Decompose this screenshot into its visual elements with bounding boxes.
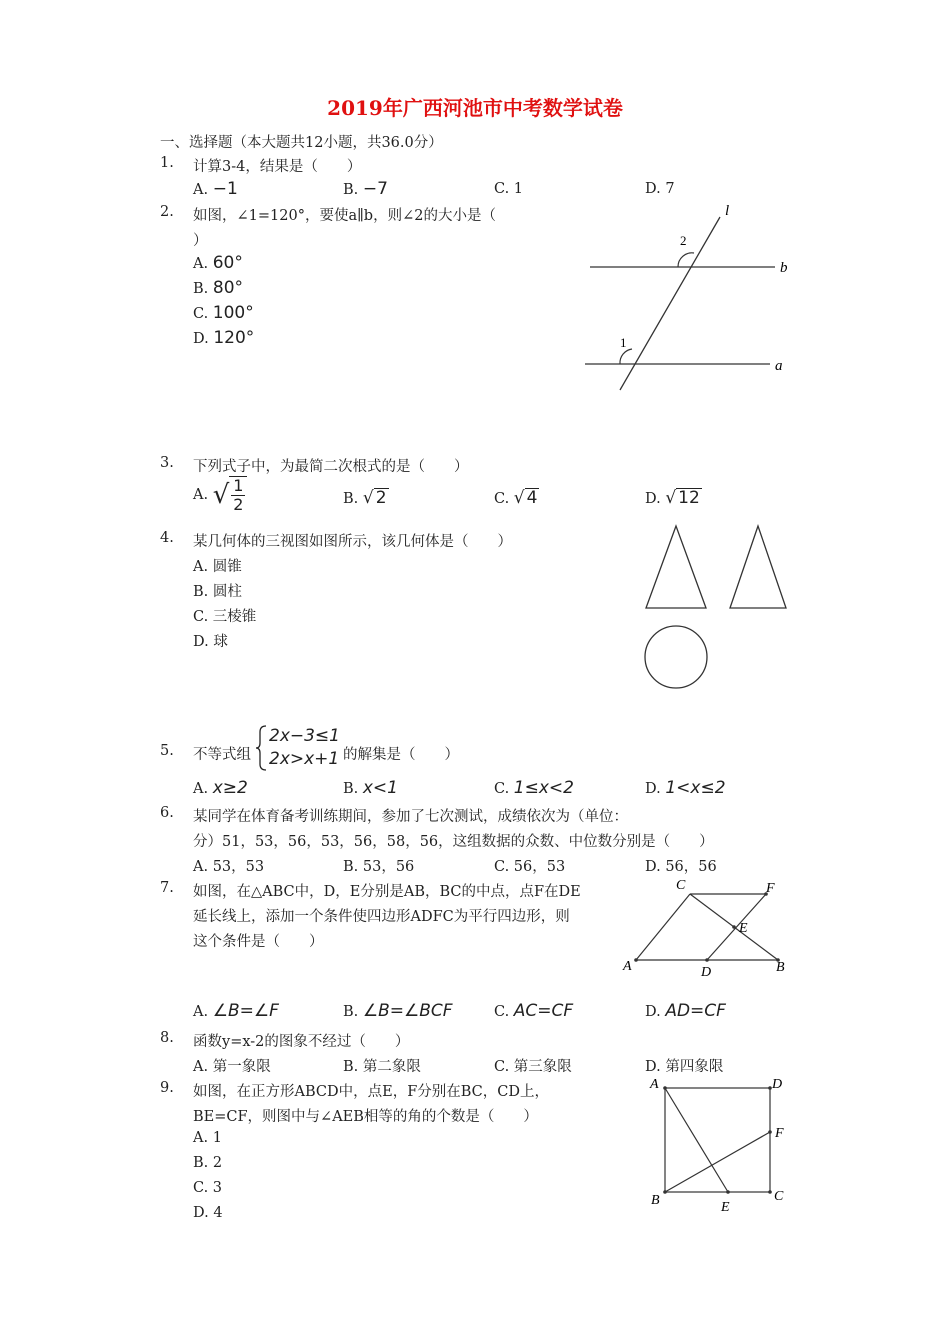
q4-option-b[interactable]: B. 圆柱	[193, 584, 242, 600]
label-a: A	[623, 959, 632, 974]
q8-number: 8.	[160, 1030, 174, 1046]
label-a: A	[650, 1077, 659, 1092]
q4-option-d[interactable]: D. 球	[193, 634, 228, 650]
label-c: C	[676, 878, 686, 893]
q7-number: 7.	[160, 880, 174, 896]
q3-option-b[interactable]: B. √ 2	[343, 488, 387, 508]
q9-number: 9.	[160, 1080, 174, 1096]
label-e: E	[739, 921, 748, 936]
q9-option-d[interactable]: D. 4	[193, 1205, 223, 1221]
q1-option-c[interactable]: C. 1	[494, 181, 524, 197]
q3-option-a[interactable]: A. √ $\frac{1}{2}$	[193, 476, 247, 514]
q5-number: 5.	[160, 743, 174, 759]
q8-option-a[interactable]: A. 第一象限	[193, 1059, 271, 1075]
q6-option-c[interactable]: C. 56，53	[494, 859, 566, 875]
label-1: 1	[620, 335, 627, 350]
label-l: l	[725, 203, 730, 219]
q8-text: 函数y=x-2的图象不经过（ ）	[193, 1034, 410, 1050]
q7-option-b[interactable]: B. ∠B=∠BCF	[343, 1001, 453, 1021]
q4-option-c[interactable]: C. 三棱锥	[193, 609, 257, 625]
label-e: E	[721, 1200, 730, 1215]
q5-option-a[interactable]: A. x≥2	[193, 778, 248, 798]
label-b: B	[651, 1193, 660, 1208]
q1-option-a[interactable]: A. −1	[193, 179, 238, 199]
q5-text-suffix: 的解集是（ ）	[343, 747, 459, 763]
q9-figure-square	[645, 1072, 805, 1222]
q3-number: 3.	[160, 455, 174, 471]
q1-number: 1.	[160, 155, 174, 171]
q4-figure-three-views	[638, 520, 823, 695]
q2-option-c[interactable]: C. 100°	[193, 303, 254, 323]
top-view-circle	[645, 626, 707, 688]
label-d: D	[772, 1077, 783, 1092]
label-d: D	[701, 965, 712, 980]
q1-option-b[interactable]: B. −7	[343, 179, 388, 199]
q9-option-b[interactable]: B. 2	[193, 1155, 223, 1171]
q6-text-cont: 分）51，53，56，53，56，58，56，这组数据的众数、中位数分别是（ ）	[193, 834, 714, 850]
q3-text: 下列式子中，为最简二次根式的是（ ）	[193, 459, 469, 475]
q6-option-d[interactable]: D. 56，56	[645, 859, 717, 875]
q7-option-d[interactable]: D. AD=CF	[645, 1001, 726, 1021]
angle-1-arc	[620, 349, 632, 364]
q3-option-c[interactable]: C. √ 4	[494, 488, 538, 508]
q7-text: 如图，在△ABC中，D，E分别是AB，BC的中点，点F在DE	[193, 884, 581, 900]
label-f: F	[766, 881, 775, 896]
q9-text-cont: BE=CF，则图中与∠AEB相等的角的个数是（ ）	[193, 1109, 538, 1125]
q6-option-b[interactable]: B. 53，56	[343, 859, 415, 875]
label-b: b	[780, 260, 788, 276]
q9-text: 如图，在正方形ABCD中，点E，F分别在BC，CD上，	[193, 1084, 549, 1100]
q2-option-d[interactable]: D. 120°	[193, 328, 255, 348]
q5-ineq-1: 2x−3≤1	[269, 726, 340, 746]
q8-option-d[interactable]: D. 第四象限	[645, 1059, 724, 1075]
q8-option-b[interactable]: B. 第二象限	[343, 1059, 421, 1075]
q2-figure	[580, 195, 800, 395]
q7-text-cont2: 这个条件是（ ）	[193, 934, 324, 950]
side-view-triangle	[730, 526, 786, 608]
q8-option-c[interactable]: C. 第三象限	[494, 1059, 572, 1075]
q6-option-a[interactable]: A. 53，53	[193, 859, 265, 875]
label-b: B	[776, 960, 785, 975]
q5-option-b[interactable]: B. x<1	[343, 778, 398, 798]
front-view-triangle	[646, 526, 706, 608]
label-f: F	[775, 1126, 784, 1141]
q7-option-c[interactable]: C. AC=CF	[494, 1001, 574, 1021]
q4-text: 某几何体的三视图如图所示，该几何体是（ ）	[193, 534, 512, 550]
label-a: a	[775, 358, 783, 374]
q5-ineq-2: 2x>x+1	[269, 749, 340, 769]
q2-number: 2.	[160, 204, 174, 220]
page-title: 2019年广西河池市中考数学试卷	[327, 96, 623, 120]
q6-text: 某同学在体育备考训练期间，参加了七次测试，成绩依次为（单位：	[193, 809, 628, 825]
q2-option-b[interactable]: B. 80°	[193, 278, 244, 298]
section-heading: 一、选择题（本大题共12小题，共36.0分）	[160, 135, 443, 151]
q9-option-c[interactable]: C. 3	[193, 1180, 223, 1196]
label-2: 2	[680, 233, 687, 248]
q9-option-a[interactable]: A. 1	[193, 1130, 222, 1146]
q5-option-c[interactable]: C. 1≤x<2	[494, 778, 574, 798]
q7-text-cont: 延长线上，添加一个条件使四边形ADFC为平行四边形，则	[193, 909, 570, 925]
q4-number: 4.	[160, 530, 174, 546]
q5-text-prefix: 不等式组	[193, 747, 251, 763]
left-brace-icon	[255, 724, 267, 772]
q7-option-a[interactable]: A. ∠B=∠F	[193, 1001, 279, 1021]
q6-number: 6.	[160, 805, 174, 821]
q4-option-a[interactable]: A. 圆锥	[193, 559, 242, 575]
q2-text: 如图，∠1=120°，要使a∥b，则∠2的大小是（	[193, 208, 496, 224]
q1-option-d[interactable]: D. 7	[645, 181, 675, 197]
q2-option-a[interactable]: A. 60°	[193, 253, 243, 273]
q2-text-cont: ）	[193, 233, 208, 249]
q5-option-d[interactable]: D. 1<x≤2	[645, 778, 726, 798]
q3-option-d[interactable]: D. √ 12	[645, 488, 700, 508]
label-c: C	[774, 1189, 784, 1204]
q7-figure	[618, 872, 798, 982]
q1-text: 计算3-4，结果是（ ）	[193, 159, 362, 175]
